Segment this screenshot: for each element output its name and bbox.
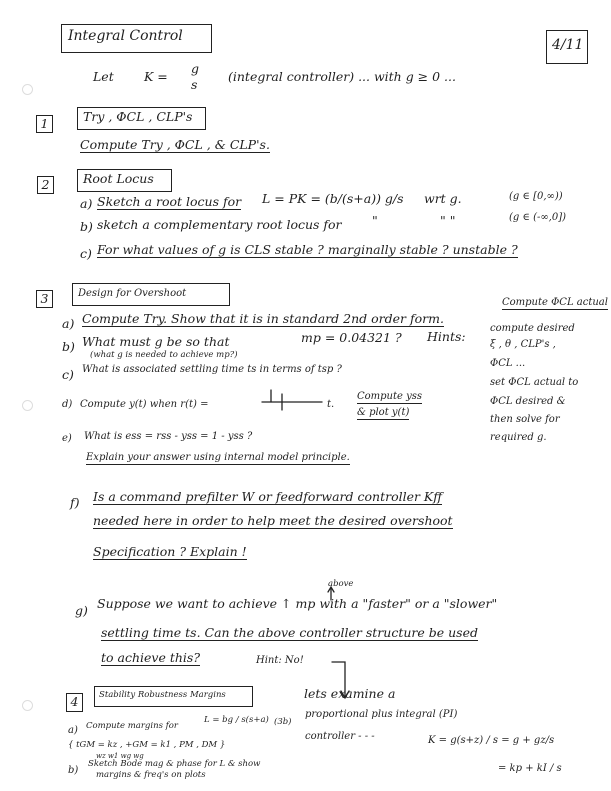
section-3-f-line-1: Is a command prefilter W or feedforward controller Kff: [93, 489, 443, 504]
pi-equation-2: = kp + kI / s: [498, 763, 562, 774]
section-3-d-label: d): [62, 399, 73, 410]
section-2-a-equation: L = PK = (b/(s+a)) g/s: [262, 191, 404, 206]
section-4-a-equation: L = bg / s(s+a): [204, 715, 269, 725]
section-3-a-text: Compute Try. Show that it is in standard 2nd order form.: [82, 311, 444, 326]
section-2-b-label: b): [80, 219, 93, 234]
section-3-g-line-1: Suppose we want to achieve ↑ mp with a "faster" or a "slower": [97, 596, 498, 611]
hint-line: compute desired: [490, 323, 575, 334]
section-3-f-line-2: needed here in order to help meet the desired overshoot: [93, 513, 453, 528]
section-4-heading: Stability Robustness Margins: [99, 690, 226, 700]
section-2-b-ditto-2: " ": [440, 213, 456, 228]
date: 4/11: [552, 37, 584, 53]
section-2-b-text: sketch a complementary root locus for: [97, 217, 342, 232]
intro-k-numerator: g: [191, 61, 200, 76]
section-3-d-right-1: Compute yss: [357, 391, 423, 402]
section-4-b-label: b): [68, 765, 79, 776]
hint-line: required g.: [490, 432, 547, 443]
section-3-d-text: Compute y(t) when r(t) =: [80, 399, 209, 410]
section-3-c-label: c): [62, 367, 74, 382]
section-3-d-t: t.: [327, 399, 335, 410]
section-1-number: 1: [36, 115, 53, 133]
section-3-f-line-3: Specification ? Explain !: [93, 544, 247, 559]
section-3-g-line-2: settling time ts. Can the above controller structure be used: [101, 625, 478, 640]
hint-line: then solve for: [490, 414, 560, 425]
intro-note: (integral controller) ... with g ≥ 0 ...: [228, 69, 456, 84]
section-3-g-hint: Hint: No!: [256, 655, 304, 666]
section-3-g-line-3: to achieve this?: [101, 650, 201, 665]
section-3-b-text: What must g be so that: [82, 334, 230, 349]
section-3-g-above: above: [328, 579, 354, 589]
section-2-a-wrt: wrt g.: [424, 191, 462, 206]
section-2-c-label: c): [80, 246, 92, 261]
section-4-b-text-2: margins & freq's on plots: [96, 770, 206, 780]
section-3-right-note: Compute ΦCL actual: [502, 297, 608, 308]
section-2-c-text: For what values of g is CLS stable ? marginally stable ? unstable ?: [97, 242, 518, 257]
section-3-e-label: e): [62, 433, 72, 444]
section-3-e-text: What is ess = rss - yss = 1 - yss ?: [84, 431, 253, 442]
section-4-a-label: a): [68, 725, 78, 736]
section-3-c-text: What is associated settling time ts in terms of tsp ?: [82, 364, 342, 375]
intro-let: Let: [93, 69, 114, 84]
section-2-number: 2: [37, 176, 54, 194]
section-3-a-label: a): [62, 316, 75, 331]
section-3-e-explain: Explain your answer using internal model principle.: [86, 452, 350, 463]
section-3-d-right-2: & plot y(t): [357, 407, 410, 418]
section-4-b-text: Sketch Bode mag & phase for L & show: [88, 759, 261, 769]
pi-equation: K = g(s+z) / s = g + gz/s: [428, 735, 555, 746]
section-2-b-ditto: ": [372, 213, 378, 228]
section-3-g-label: g): [75, 603, 88, 618]
section-3-b-equation: mp = 0.04321 ?: [301, 330, 402, 345]
section-2-a-label: a): [80, 196, 93, 211]
section-4-a-subnote-2: wz w1 wg wg: [96, 752, 144, 760]
intro-k-denominator: s: [191, 77, 198, 92]
section-1-heading: Try , ΦCL , CLP's: [83, 109, 193, 124]
section-2-b-range: (g ∈ (-∞,0]): [509, 212, 567, 223]
section-2-a-text: Sketch a root locus for: [97, 194, 242, 209]
section-4-a-subnote: { tGM = kz , +GM = k1 , PM , DM }: [68, 740, 226, 750]
hint-line: set ΦCL actual to: [490, 377, 579, 388]
pi-line-1: lets examine a: [304, 686, 396, 701]
section-4-number: 4: [66, 693, 83, 712]
hint-line: ξ , θ , CLP's ,: [490, 339, 556, 350]
intro-k-eq: K =: [144, 69, 168, 84]
hint-line: ΦCL ...: [490, 358, 526, 369]
section-3-f-label: f): [70, 495, 80, 510]
section-1-line: Compute Try , ΦCL , & CLP's.: [80, 137, 270, 152]
pi-line-3: controller - - -: [305, 731, 375, 742]
section-4-a-text: Compute margins for: [86, 721, 178, 731]
section-3-b-subnote: (what g is needed to achieve mp?): [90, 350, 238, 360]
hint-line: ΦCL desired &: [490, 396, 566, 407]
section-2-a-range: (g ∈ [0,∞)): [509, 191, 563, 202]
section-4-a-ref: (3b): [274, 717, 292, 727]
section-3-b-label: b): [62, 339, 75, 354]
section-3-number: 3: [36, 290, 53, 308]
section-3-heading: Design for Overshoot: [78, 288, 187, 299]
hints-label: Hints:: [427, 329, 466, 344]
step-function-icon: [271, 390, 282, 410]
page-title: Integral Control: [68, 28, 183, 44]
hint-arrow-icon: [332, 662, 345, 697]
pi-line-2: proportional plus integral (PI): [305, 709, 458, 720]
section-2-heading: Root Locus: [83, 171, 154, 186]
